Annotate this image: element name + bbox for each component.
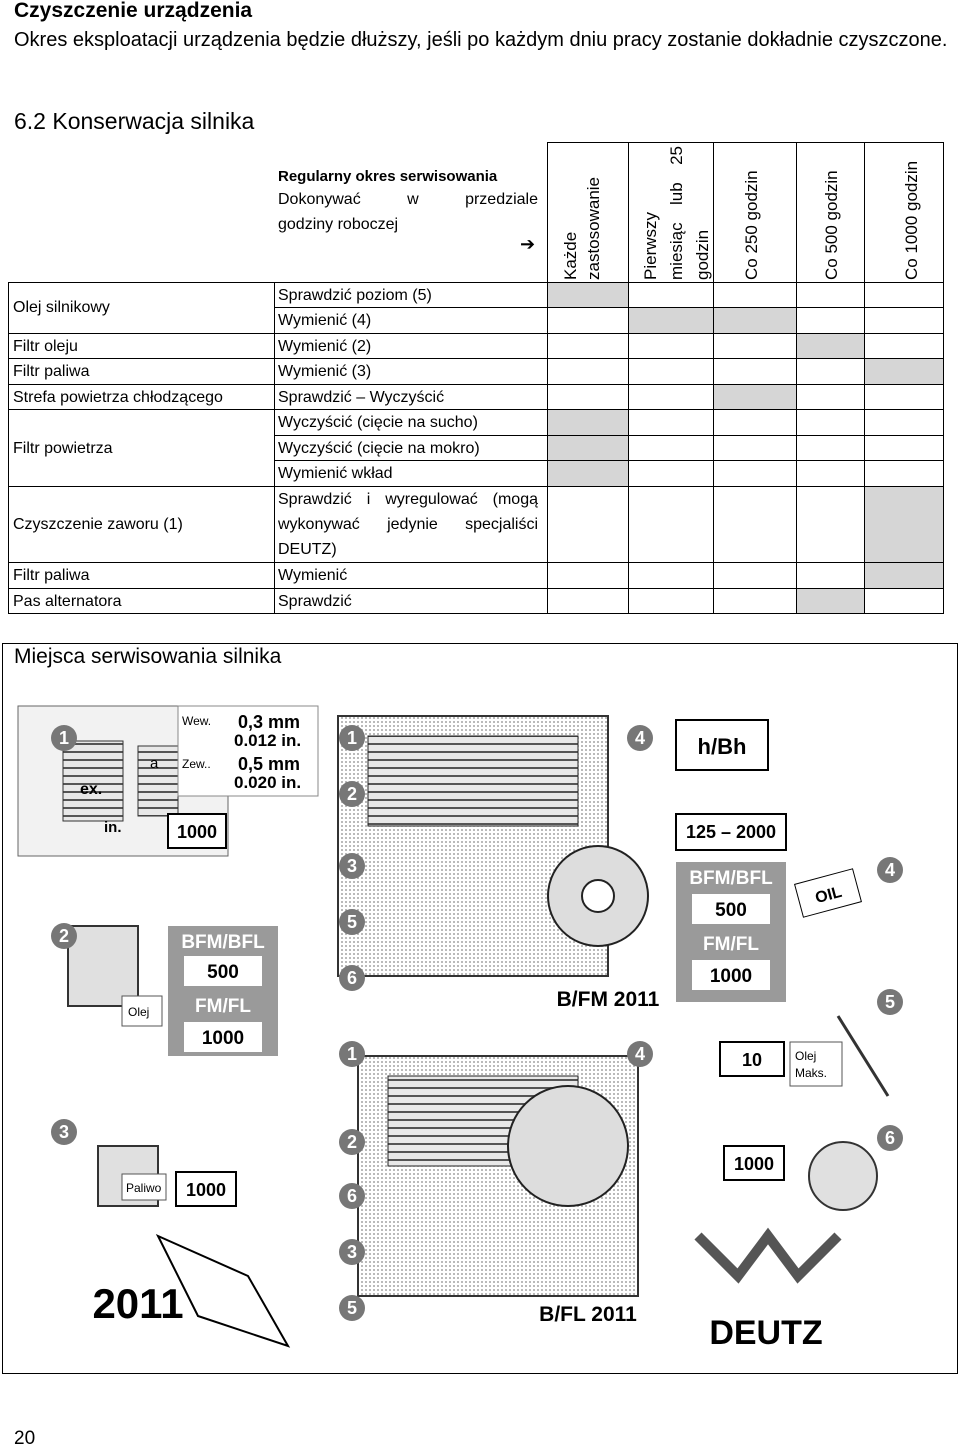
year-2011: 2011 — [92, 1280, 184, 1327]
part-name: Czyszczenie zaworu (1) — [13, 516, 183, 533]
dipstick-panel — [720, 1016, 888, 1210]
marker-4: 4 — [634, 728, 646, 748]
marker-2: 2 — [346, 1132, 358, 1152]
gap-inner: 0,3 mm — [238, 712, 301, 732]
marker-5: 5 — [346, 912, 358, 932]
marker-1: 1 — [346, 1044, 358, 1064]
interval-text — [278, 187, 538, 237]
hours-label: 1000 — [185, 1180, 227, 1200]
value-1000: 1000 — [709, 966, 753, 987]
marker-2: 2 — [346, 784, 358, 804]
mark-cell — [713, 385, 796, 410]
arrow-icon: ➔ — [520, 234, 536, 254]
action-text: Sprawdzić – Wyczyścić — [278, 389, 445, 406]
action-text: Wymienić (2) — [278, 338, 372, 355]
marker-1: 1 — [346, 728, 358, 748]
mark-cell — [628, 308, 713, 333]
value-10: 10 — [741, 1050, 763, 1070]
hours-label: 1000 — [733, 1154, 775, 1174]
fm-label: FM/FL — [703, 934, 759, 955]
action-text: Wymienić — [278, 567, 348, 584]
interval-panel-right — [676, 720, 861, 1002]
bfm-label: BFM/BFL — [181, 932, 265, 953]
marker-6: 6 — [346, 1186, 358, 1206]
marker-4: 4 — [634, 1044, 646, 1064]
mark-cell — [547, 410, 628, 486]
maks-label: Maks. — [795, 1066, 828, 1080]
mark-cell — [796, 334, 864, 359]
oil-label: OIL — [813, 883, 844, 908]
maintenance-table — [8, 142, 944, 614]
engine-drawing-top — [338, 716, 660, 1011]
marker-5: 5 — [884, 992, 896, 1012]
action-text: Wyczyścić (cięcie na sucho) — [278, 414, 478, 431]
cleaning-text: Okres eksploatacji urządzenia będzie dłuższy, jeśli po każdym dniu pracy zostanie dokładnie czyszczone. — [14, 29, 948, 51]
value-500: 500 — [207, 962, 239, 983]
wew-label: Wew. — [182, 714, 212, 728]
gap-outer: 0,5 mm — [238, 754, 301, 774]
engine-service-illustration — [8, 676, 952, 1372]
col-header-250: Co 250 godzin — [742, 170, 761, 280]
paliwo-label: Paliwo — [126, 1181, 162, 1195]
brand-text: DEUTZ — [709, 1314, 823, 1352]
part-name: Strefa powietrza chłodzącego — [13, 389, 223, 406]
action-text: Sprawdzić poziom (5) — [278, 287, 432, 304]
marker-5: 5 — [346, 1298, 358, 1318]
deutz-logo — [698, 1236, 838, 1352]
marker-2: 2 — [58, 926, 70, 946]
part-name: Filtr powietrza — [13, 440, 113, 457]
interval-text-line: Dokonywać w przedziale — [278, 191, 538, 208]
value-500: 500 — [715, 900, 747, 921]
ex-label: ex. — [80, 781, 103, 798]
service-points-title: Miejsca serwisowania silnika — [14, 645, 282, 668]
marker-3: 3 — [346, 856, 358, 876]
fuel-filter-panel — [92, 1146, 288, 1346]
interval-text-line: godziny roboczej — [278, 216, 399, 233]
action-text: Sprawdzić i wyregulować (mogą wykonywać jedynie specjaliści DEUTZ) — [278, 491, 538, 558]
marker-6: 6 — [884, 1128, 896, 1148]
bfm-label: BFM/BFL — [689, 868, 773, 889]
mark-cell — [796, 589, 864, 614]
gap-outer-in: 0.020 in. — [234, 773, 302, 792]
hours-label: 1000 — [176, 822, 218, 842]
marker-1: 1 — [58, 728, 70, 748]
olej-maks-label: Olej — [795, 1049, 817, 1063]
part-name: Filtr oleju — [13, 338, 78, 355]
marker-3: 3 — [58, 1122, 70, 1142]
mark-cell — [864, 359, 944, 384]
range-label: 125 – 2000 — [685, 822, 777, 842]
interval-title: Regularny okres serwisowania — [278, 168, 498, 185]
page-heading: Czyszczenie urządzenia — [14, 0, 253, 22]
a-label: a — [150, 755, 159, 772]
part-name: Filtr paliwa — [13, 567, 90, 584]
action-text: Wymienić (3) — [278, 363, 372, 380]
olej-label: Olej — [128, 1005, 150, 1019]
page-number: 20 — [14, 1428, 36, 1449]
marker-4: 4 — [884, 860, 896, 880]
col-header-each-use: Każde zastosowanie — [561, 176, 603, 280]
oil-filter-panel — [68, 926, 278, 1056]
action-text: Wymienić (4) — [278, 312, 372, 329]
mark-cell — [864, 487, 944, 562]
mark-cell — [713, 308, 796, 333]
engine-drawing-bottom — [358, 1056, 638, 1326]
part-name: Olej silnikowy — [13, 299, 110, 316]
marker-3: 3 — [346, 1242, 358, 1262]
mark-cell — [547, 282, 628, 307]
model-label: B/FM 2011 — [556, 988, 660, 1011]
in-label: in. — [104, 819, 122, 836]
col-header-500: Co 500 godzin — [822, 170, 841, 280]
gap-inner-in: 0.012 in. — [234, 731, 302, 750]
mark-cell — [864, 563, 944, 588]
part-name: Filtr paliwa — [13, 363, 90, 380]
section-title: 6.2 Konserwacja silnika — [14, 108, 255, 134]
fm-label: FM/FL — [195, 996, 251, 1017]
action-text: Wymienić wkład — [278, 465, 393, 482]
part-name: Pas alternatora — [13, 593, 122, 610]
action-text: Sprawdzić — [278, 593, 352, 610]
col-header-first-month: Pierwszy miesiąc lub 25 godzin — [641, 146, 712, 280]
col-header-1000: Co 1000 godzin — [902, 160, 921, 280]
action-text: Wyczyścić (cięcie na mokro) — [278, 440, 480, 457]
marker-6: 6 — [346, 968, 358, 988]
hbh-label: h/Bh — [697, 734, 747, 759]
value-1000: 1000 — [201, 1028, 245, 1049]
zew-label: Zew.. — [182, 757, 211, 771]
model-label: B/FL 2011 — [539, 1303, 637, 1326]
